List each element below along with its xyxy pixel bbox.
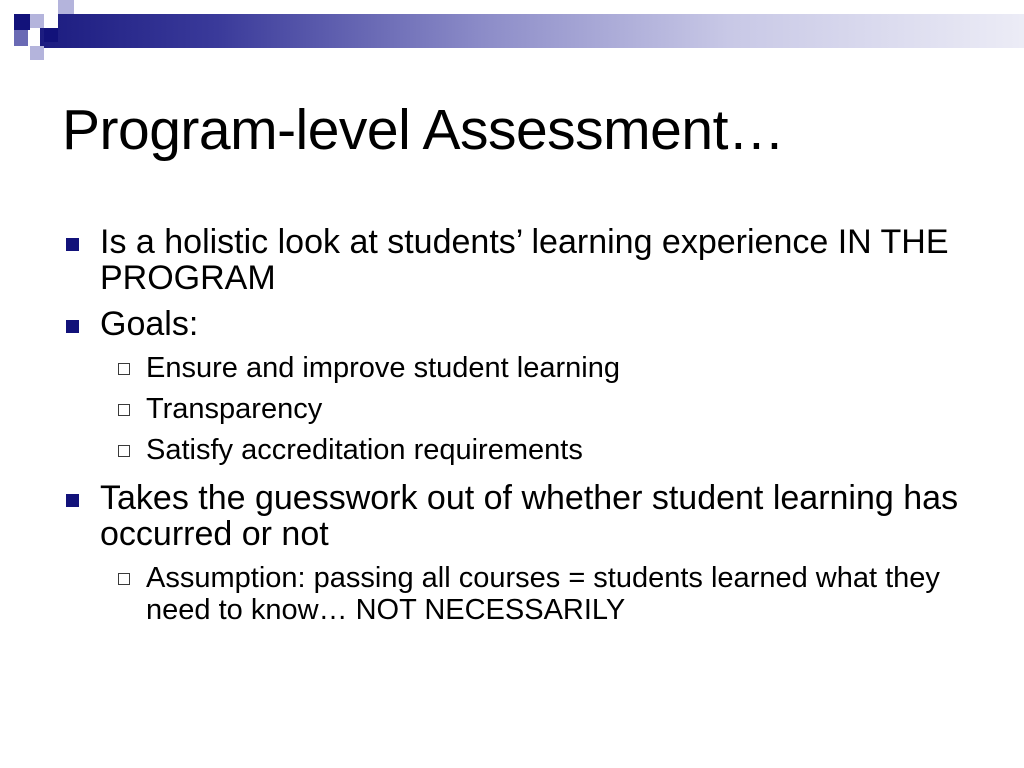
bullet-item	[62, 480, 982, 552]
header-square-icon	[14, 14, 30, 30]
bullet-text: Is a holistic look at students’ learning experience IN THE PROGRAM	[100, 223, 949, 297]
hollow-square-bullet-icon	[118, 573, 130, 585]
bullet-item	[62, 306, 982, 342]
header-square-icon	[14, 30, 28, 46]
filled-square-bullet-icon	[66, 238, 79, 251]
header-square-icon	[44, 14, 58, 28]
sub-bullet-text: Assumption: passing all courses = students learned what they need to know… NOT NECESSARILY	[146, 562, 940, 626]
sub-bullet-text: Satisfy accreditation requirements	[146, 434, 583, 466]
filled-square-bullet-icon	[66, 494, 79, 507]
sub-bullet-text: Ensure and improve student learning	[146, 352, 620, 384]
bullet-text: Takes the guesswork out of whether student learning has occurred or not	[100, 479, 959, 553]
sub-bullet-item	[62, 393, 982, 425]
header-gradient-bar	[40, 14, 1024, 48]
sub-bullet-item	[62, 562, 982, 626]
bullet-text: Goals:	[100, 305, 199, 343]
header-square-icon	[44, 28, 58, 42]
header-square-icon	[58, 0, 74, 14]
filled-square-bullet-icon	[66, 320, 79, 333]
header-square-icon	[30, 46, 44, 60]
hollow-square-bullet-icon	[118, 404, 130, 416]
slide-title: Program-level Assessment…	[62, 98, 785, 162]
bullet-item	[62, 224, 982, 296]
header-square-icon	[30, 14, 44, 28]
sub-bullet-item	[62, 352, 982, 384]
hollow-square-bullet-icon	[118, 363, 130, 375]
slide-body	[62, 224, 982, 635]
sub-bullet-item	[62, 434, 982, 466]
sub-bullet-text: Transparency	[146, 393, 323, 425]
hollow-square-bullet-icon	[118, 445, 130, 457]
